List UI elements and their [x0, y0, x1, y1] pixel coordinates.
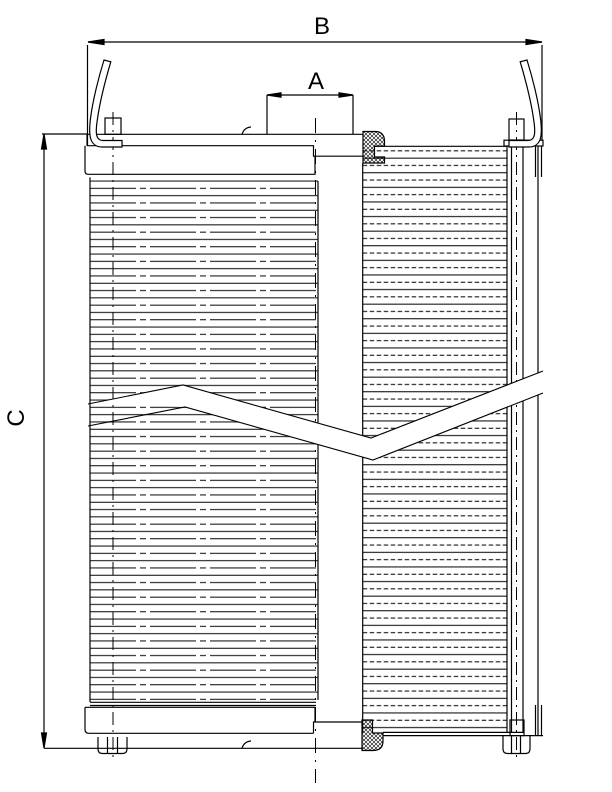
- left-filter-media-section: [90, 177, 318, 705]
- dim-a-label: A: [307, 68, 325, 95]
- dim-c-label: C: [3, 409, 30, 427]
- dimension-c: [3, 134, 87, 748]
- bail-handle-right: [509, 60, 541, 147]
- bottom-boss-arc: [242, 741, 251, 748]
- dim-a-extension-lines: [267, 95, 353, 134]
- center-boss-arc: [242, 127, 251, 134]
- bottom-right-skirt: [523, 705, 543, 736]
- dim-b-label: B: [313, 13, 331, 40]
- dimension-a: [267, 68, 353, 134]
